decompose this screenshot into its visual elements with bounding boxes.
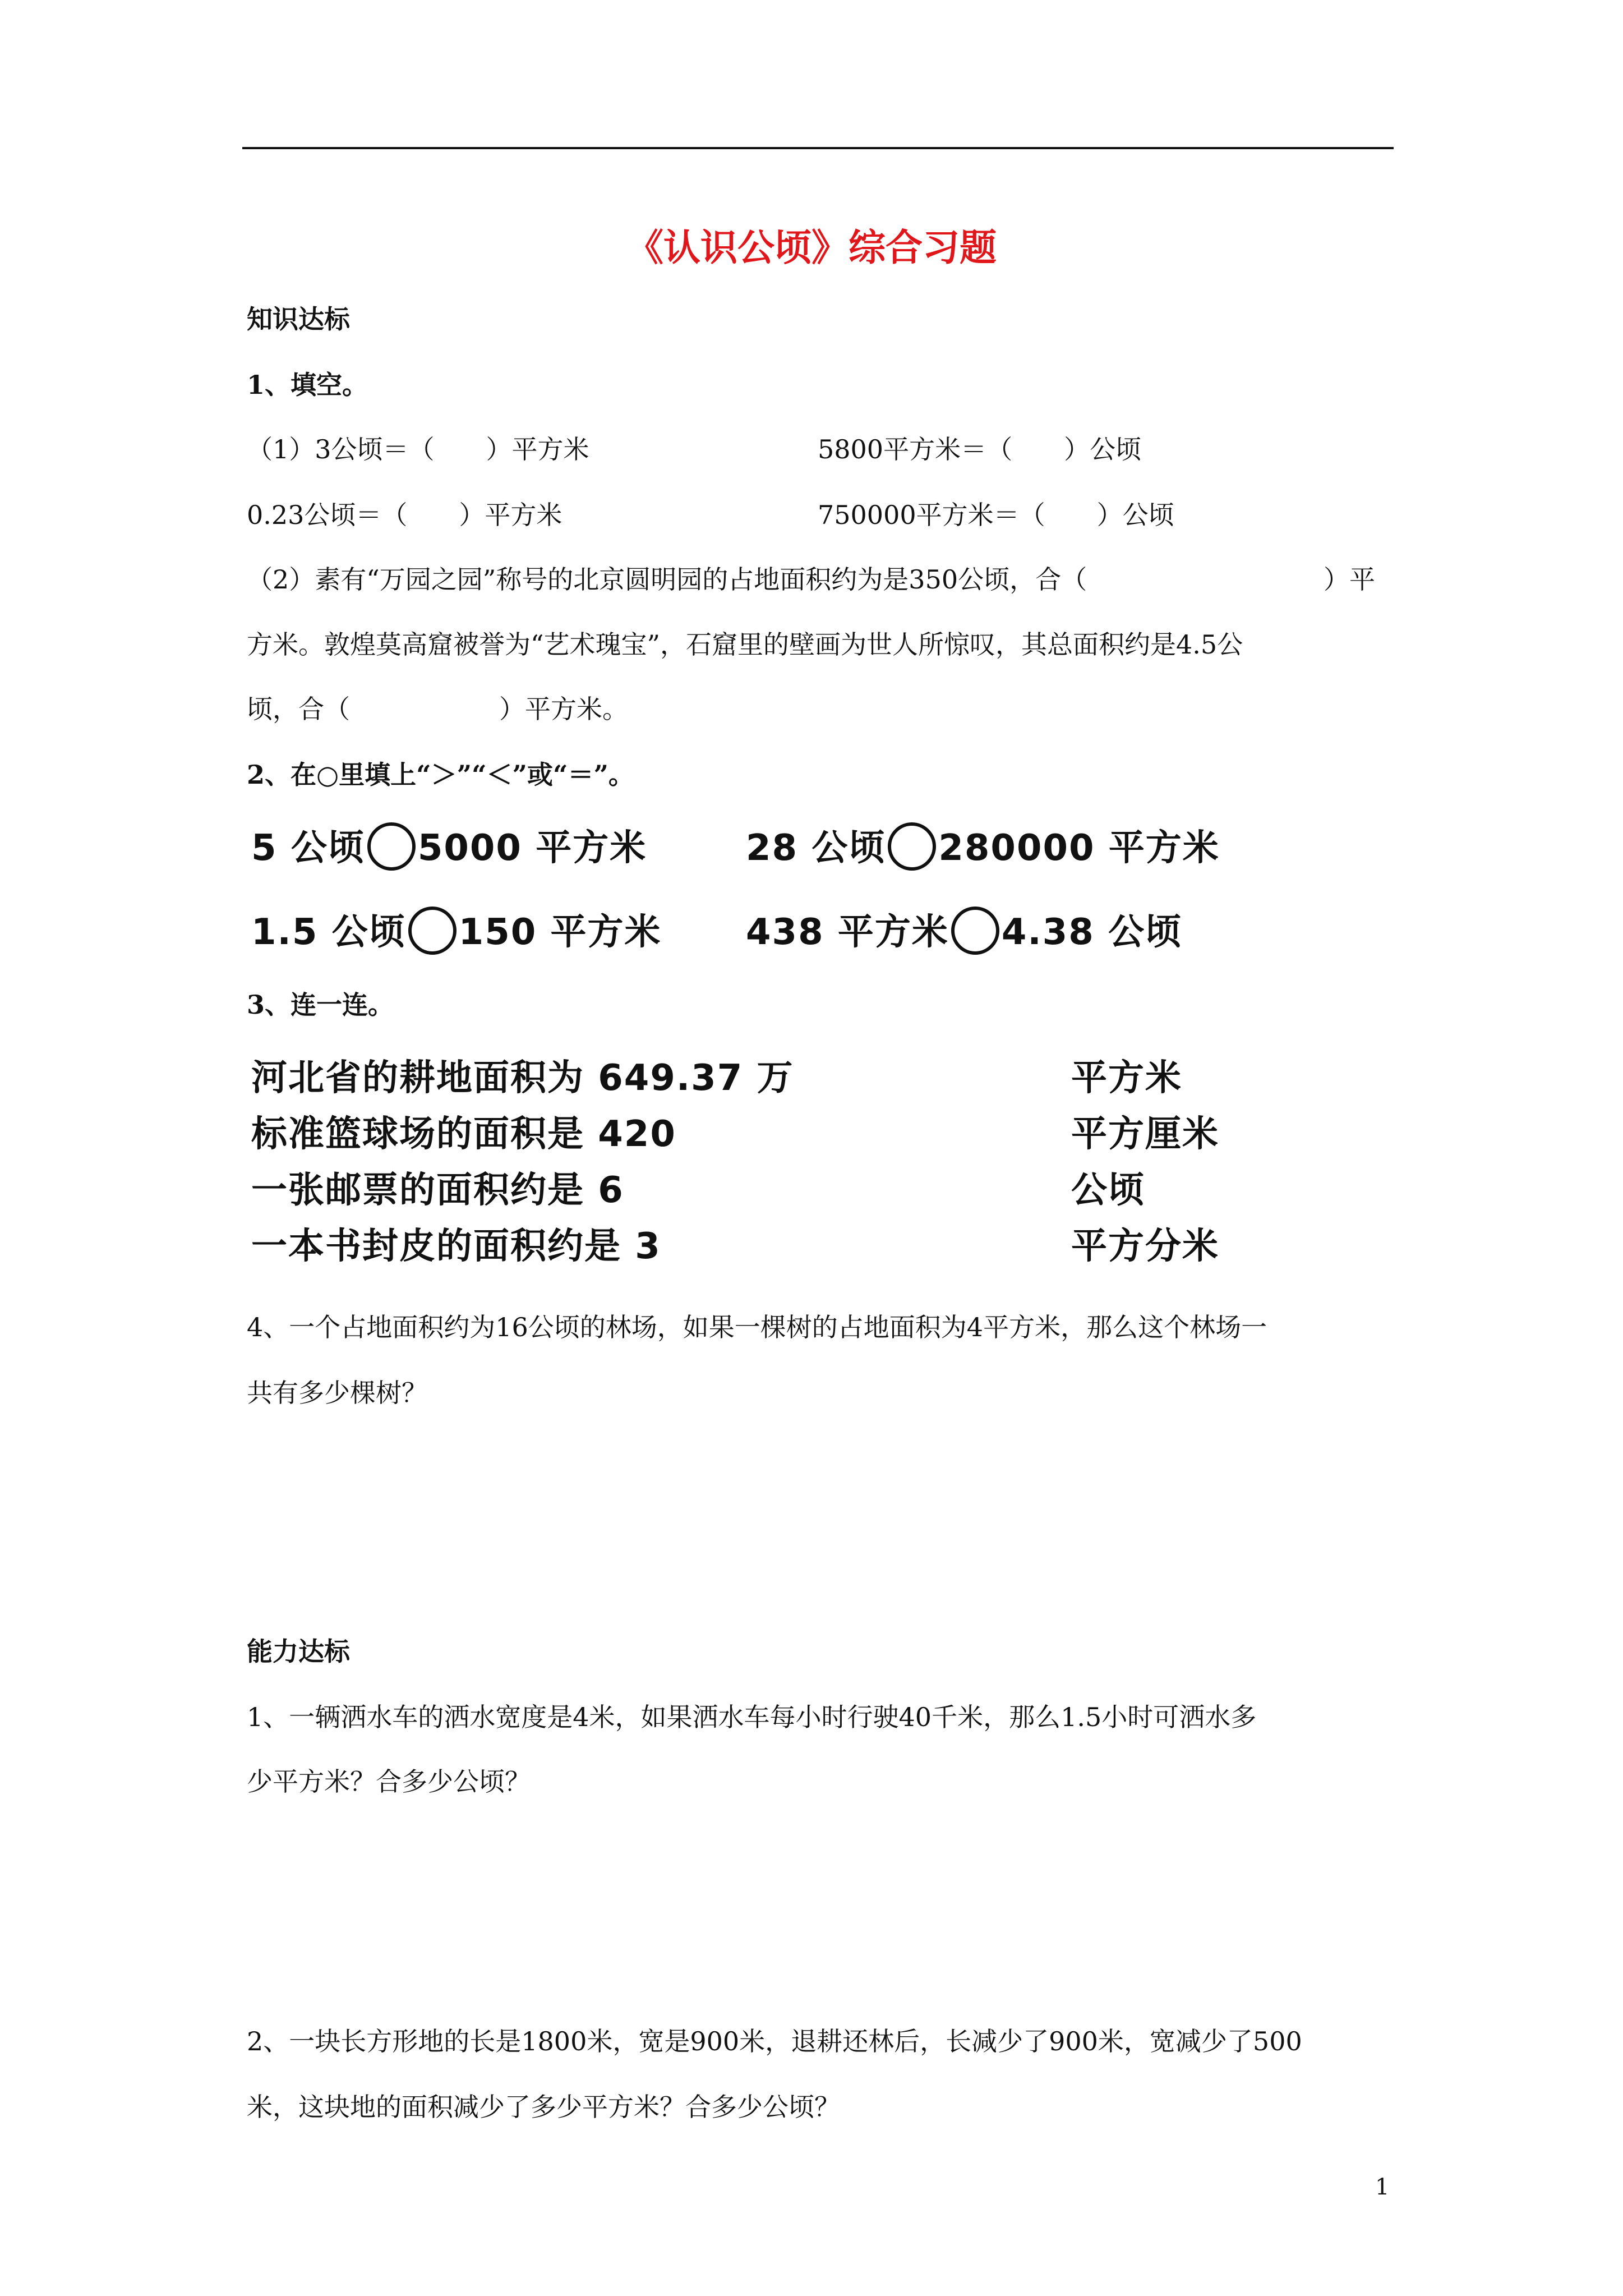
q2-r2l-a: 1.5 公顷 [251, 912, 406, 953]
q4-line2: 共有多少棵树？ [247, 1378, 427, 1408]
q3-right-item[interactable]: 平方厘米 [1071, 1114, 1219, 1155]
q1-p2-line3-a: 顷，合（ [247, 694, 350, 724]
q1-p2-line3-b: ）平方米。 [499, 694, 628, 724]
q1-b-left: 0.23公顷＝（ ）平方米 [247, 500, 562, 530]
compare-circle[interactable] [367, 822, 416, 871]
q2-r1r-a: 28 公顷 [746, 827, 886, 869]
q4-line1: 4、一个占地面积约为16公顷的林场，如果一棵树的占地面积为4平方米，那么这个林场一 [247, 1312, 1267, 1342]
compare-circle[interactable] [408, 907, 457, 955]
section-heading-ability: 能力达标 [247, 1636, 350, 1667]
q3-left-item[interactable]: 一张邮票的面积约是 6 [251, 1170, 624, 1211]
q3-right-item[interactable]: 平方分米 [1071, 1226, 1219, 1267]
q1-p2-line2: 方米。敦煌莫高窟被誉为“艺术瑰宝”，石窟里的壁画为世人所惊叹，其总面积约是4.5公 [247, 629, 1243, 660]
q2-r1l-b: 5000 平方米 [417, 827, 647, 869]
s2-q1-line2: 少平方米？合多少公顷？ [247, 1766, 531, 1797]
compare-circle[interactable] [888, 822, 936, 871]
q3-label: 3、连一连。 [247, 990, 394, 1020]
s2-q2-line1: 2、一块长方形地的长是1800米，宽是900米，退耕还林后，长减少了900米，宽减少了500 [247, 2026, 1302, 2056]
q3-left-item[interactable]: 河北省的耕地面积为 649.37 万 [251, 1057, 794, 1099]
q3-left-item[interactable]: 一本书封皮的面积约是 3 [251, 1226, 661, 1267]
compare-circle[interactable] [951, 907, 999, 955]
q3-left-item[interactable]: 标准篮球场的面积是 420 [251, 1114, 676, 1155]
q1-label: 1、填空。 [247, 370, 368, 400]
q1-a-right: 5800平方米＝（ ）公顷 [818, 434, 1142, 464]
q2-row1-left [251, 819, 647, 874]
q1-a-left: （1）3公顷＝（ ）平方米 [247, 434, 589, 464]
q2-r2l-b: 150 平方米 [458, 912, 662, 953]
q2-r1l-a: 5 公顷 [251, 827, 365, 869]
q1-p2-line1-a: （2）素有“万园之园”称号的北京圆明园的占地面积约为是350公顷，合（ [247, 564, 1087, 595]
q2-r1r-b: 280000 平方米 [938, 827, 1220, 869]
header-rule [242, 147, 1394, 149]
q2-row1-right [746, 819, 1220, 874]
page-number: 1 [1375, 2174, 1390, 2200]
q2-row2-left [251, 903, 662, 958]
q2-label: 2、在○里填上“＞”“＜”或“＝”。 [247, 760, 634, 790]
page-title: 《认识公顷》综合习题 [626, 226, 997, 269]
s2-q2-line2: 米，这块地的面积减少了多少平方米？合多少公顷？ [247, 2092, 840, 2122]
q3-right-item[interactable]: 平方米 [1071, 1057, 1182, 1099]
q2-row2-right [746, 903, 1182, 958]
q2-r2r-a: 438 平方米 [746, 912, 949, 953]
q1-p2-line1-b: ）平 [1324, 564, 1375, 595]
section-heading-knowledge: 知识达标 [247, 304, 350, 334]
s2-q1-line1: 1、一辆洒水车的洒水宽度是4米，如果洒水车每小时行驶40千米，那么1.5小时可洒水多 [247, 1702, 1257, 1732]
q2-r2r-b: 4.38 公顷 [1001, 912, 1183, 953]
q3-right-item[interactable]: 公顷 [1071, 1170, 1145, 1211]
q1-b-right: 750000平方米＝（ ）公顷 [818, 500, 1174, 530]
